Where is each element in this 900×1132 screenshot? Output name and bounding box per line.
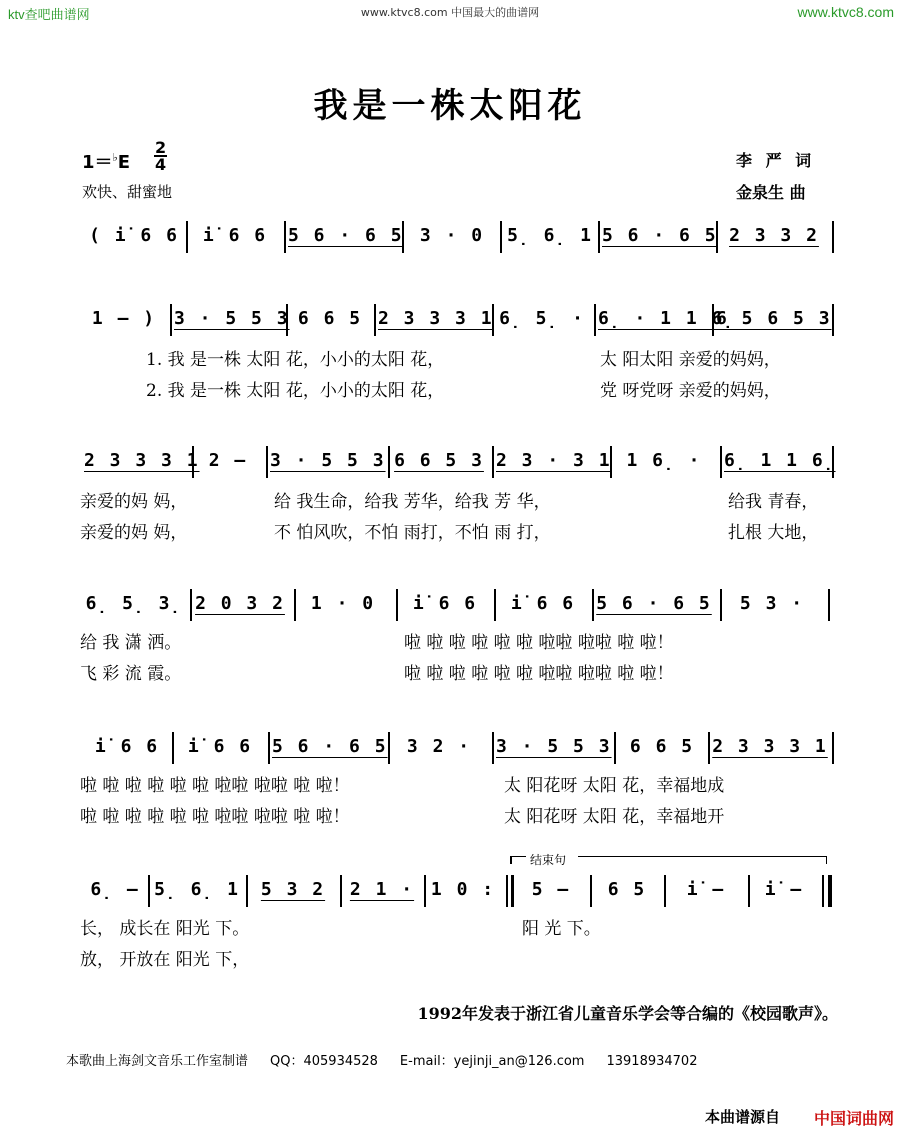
measure: 6̣ 1 1 6̣ [724, 450, 836, 471]
barline [720, 589, 722, 621]
barline [266, 446, 268, 478]
barline [286, 304, 288, 336]
lyric-line: 太 阳花呀 太阳 花，幸福地开 [504, 807, 725, 827]
barline [284, 221, 286, 253]
barline [494, 589, 496, 621]
lyric-line: 给我 青春， [728, 492, 819, 512]
lyric-line: 啦 啦 啦 啦 啦 啦 啦啦 啦啦 啦 啦！ [80, 807, 350, 827]
score-row-4 [0, 593, 900, 623]
score-row-6 [0, 879, 900, 909]
barline [598, 221, 600, 253]
barline [610, 446, 612, 478]
measure: i̇ 6 6 [94, 736, 160, 757]
footer-qq: QQ：405934528 [270, 1054, 378, 1069]
measure: 2 3 3 2 [729, 225, 819, 246]
lyricist-credit: 李 严 词 [736, 151, 816, 170]
song-title: 我是一株太阳花 [313, 86, 587, 126]
footer-email[interactable]: E-mail：yejinji_an@126.com [399, 1054, 585, 1069]
site-url-right[interactable]: www.ktvc8.com [797, 4, 894, 20]
measure: 1 · 0 [310, 593, 376, 614]
lyric-line: 啦 啦 啦 啦 啦 啦 啦啦 啦啦 啦 啦！ [80, 776, 350, 796]
measure: ( i̇ 6 6 [89, 225, 179, 246]
barline [374, 304, 376, 336]
site-logo-left[interactable]: ktv查吧曲谱网 [8, 7, 90, 22]
lyric-line: 2. 我 是一株 太阳 花，小小的太阳 花， [146, 381, 445, 401]
barline [708, 732, 710, 764]
barline [500, 221, 502, 253]
measure: 5 3 · [739, 593, 805, 614]
barline [594, 304, 596, 336]
barline [590, 875, 592, 907]
measure: 6̣ – [90, 879, 140, 900]
footer-credits [66, 1050, 719, 1069]
measure: 6 6 5 [629, 736, 695, 757]
measure: 5 6 · 6 5 [288, 225, 404, 246]
barline [190, 589, 192, 621]
barline [172, 732, 174, 764]
lyric-line: 1. 我 是一株 太阳 花，小小的太阳 花， [146, 350, 445, 370]
barline [268, 732, 270, 764]
ending-bracket-line-left [510, 856, 526, 857]
barline [492, 304, 494, 336]
lyric-line: 飞 彩 流 霞。 [80, 664, 182, 684]
measure: 2 3 · 3 1 [496, 450, 612, 471]
measure: i̇ 6 6 [510, 593, 576, 614]
ending-label: 结束句 [530, 853, 567, 867]
barline [402, 221, 404, 253]
lyric-line: 阳 光 下。 [522, 919, 601, 939]
source-label: 本曲谱源自 [704, 1108, 780, 1126]
lyric-line: 长， 成长在 阳光 下。 [80, 919, 250, 939]
ending-bracket [510, 856, 512, 864]
measure: 2 3 3 3 1 [84, 450, 200, 471]
barline [592, 589, 594, 621]
barline [186, 221, 188, 253]
barline [396, 589, 398, 621]
barline [148, 875, 150, 907]
publication-note: 1992年发表于浙江省儿童音乐学会等合编的《校园歌声》。 [417, 1004, 838, 1023]
barline [388, 732, 390, 764]
measure: 5 3 2 [260, 879, 326, 900]
measure: 5̣ 6̣ 1 [507, 225, 593, 246]
tempo-marking: 欢快、甜蜜地 [82, 183, 173, 201]
barline [832, 732, 834, 764]
measure: i̇ 6 6 [412, 593, 478, 614]
ending-bracket-line-right [578, 856, 826, 857]
barline [192, 446, 194, 478]
lyric-line: 扎根 大地， [728, 523, 819, 543]
measure: 3 2 · [406, 736, 472, 757]
barline [748, 875, 750, 907]
barline [492, 732, 494, 764]
barline [832, 221, 834, 253]
time-top: 2 [155, 138, 167, 157]
flat-icon: ♭ [112, 151, 118, 164]
lyric-line: 不 怕风吹，不怕 雨打，不怕 雨 打， [274, 523, 551, 543]
barline [170, 304, 172, 336]
measure: 5 – [531, 879, 571, 900]
measure: 3 · 5 5 3 [496, 736, 612, 757]
barline [716, 221, 718, 253]
measure: i̇ – [686, 879, 726, 900]
measure: 5̣ 6̣ 1 [154, 879, 240, 900]
measure: 6 5 [607, 879, 647, 900]
time-bottom: 4 [155, 155, 167, 174]
key-note: E [117, 152, 131, 173]
lyric-line: 放， 开放在 阳光 下， [80, 950, 250, 970]
footer-phone: 13918934702 [606, 1054, 698, 1069]
repeat-barline-thick [511, 875, 514, 907]
barline [664, 875, 666, 907]
measure: 6 6 5 [297, 308, 363, 329]
measure: 2 – [208, 450, 248, 471]
source-site-link[interactable]: 中国词曲网 [813, 1109, 894, 1128]
measure: 2 0 3 2 [195, 593, 285, 614]
barline [388, 446, 390, 478]
measure: 6 6 5 3 [394, 450, 484, 471]
measure: 1 0 : [430, 879, 496, 900]
barline [492, 446, 494, 478]
barline [424, 875, 426, 907]
score-row-3 [0, 450, 900, 480]
barline [294, 589, 296, 621]
measure: 1 6̣ · [626, 450, 702, 471]
barline [720, 446, 722, 478]
barline [712, 304, 714, 336]
measure: 6̣ 5̣ · [499, 308, 585, 329]
key-signature [82, 148, 130, 174]
measure: 3 · 5 5 3 [270, 450, 386, 471]
barline [614, 732, 616, 764]
measure: 2 1 · [349, 879, 415, 900]
lyric-line: 啦 啦 啦 啦 啦 啦 啦啦 啦啦 啦 啦！ [404, 633, 674, 653]
lyric-line: 太 阳花呀 太阳 花，幸福地成 [504, 776, 725, 796]
composer-credit: 金泉生 曲 [736, 183, 806, 202]
lyric-line: 太 阳太阳 亲爱的妈妈， [600, 350, 781, 370]
barline [832, 446, 834, 478]
repeat-barline [506, 875, 508, 907]
barline [828, 589, 830, 621]
lyric-line: 党 呀党呀 亲爱的妈妈， [600, 381, 781, 401]
measure: 3 · 0 [419, 225, 485, 246]
measure: 3 · 5 5 3 [174, 308, 290, 329]
lyric-line: 亲爱的妈 妈， [80, 492, 188, 512]
barline [246, 875, 248, 907]
final-barline-thick [828, 875, 832, 907]
measure: 2 3 3 3 1 [712, 736, 828, 757]
footer-studio: 本歌曲上海剑文音乐工作室制谱 [66, 1054, 249, 1069]
measure: 5 6 · 6 5 [272, 736, 388, 757]
measure: 5 6 · 6 5 [596, 593, 712, 614]
measure: i̇ – [764, 879, 804, 900]
site-header-center: www.ktvc8.com 中国最大的曲谱网 [360, 6, 540, 19]
measure: 1 – ) [91, 308, 157, 329]
key-prefix: 1＝ [82, 152, 113, 173]
measure: i̇ 6 6 [202, 225, 268, 246]
measure: 5 6 · 6 5 [602, 225, 718, 246]
lyric-line: 亲爱的妈 妈， [80, 523, 188, 543]
lyric-line: 给 我生命，给我 芳华，给我 芳 华， [274, 492, 551, 512]
ending-bracket-end [826, 856, 827, 864]
score-row-5 [0, 736, 900, 766]
score-row-2 [0, 308, 900, 338]
measure: 2 3 3 3 1 [378, 308, 494, 329]
lyric-line: 给 我 潇 洒。 [80, 633, 182, 653]
measure: 6̣ · 1 1 6̣ [598, 308, 736, 329]
measure: i̇ 6 6 [187, 736, 253, 757]
lyric-line: 啦 啦 啦 啦 啦 啦 啦啦 啦啦 啦 啦！ [404, 664, 674, 684]
barline [832, 304, 834, 336]
score-row-1 [0, 225, 900, 255]
final-barline [822, 875, 824, 907]
barline [340, 875, 342, 907]
measure: 6̣ 5̣ 3̣ [85, 593, 183, 614]
measure: 6 5 6 5 3 [716, 308, 832, 329]
time-signature [154, 140, 167, 172]
